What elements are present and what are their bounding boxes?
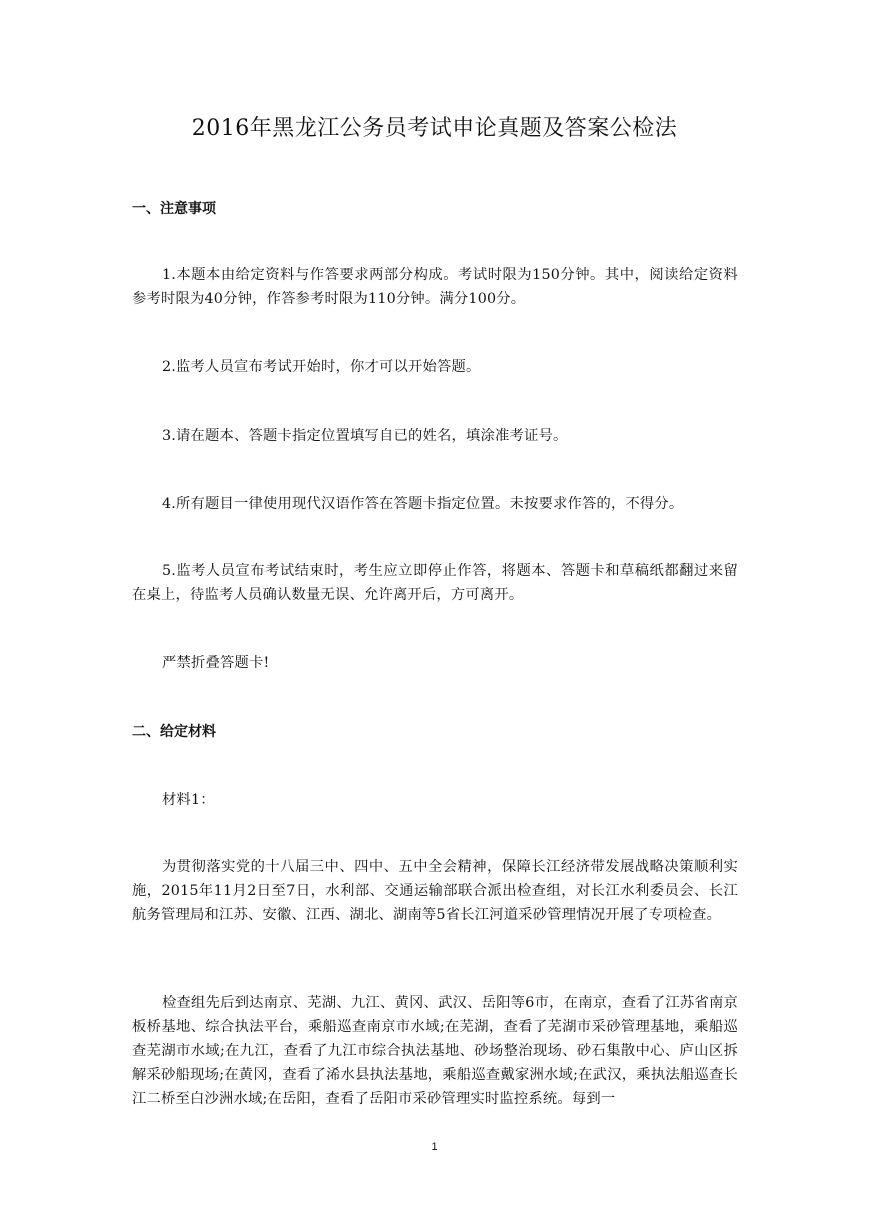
note-item-4: 4.所有题目一律使用现代汉语作答在答题卡指定位置。未按要求作答的，不得分。 bbox=[162, 496, 684, 512]
note-item-1: 1.本题本由给定资料与作答要求两部分构成。考试时限为150分钟。其中，阅读给定资料参考时限为40分钟，作答参考时限为110分钟。满分100分。 bbox=[132, 267, 738, 307]
document-title: 2016年黑龙江公务员考试申论真题及答案公检法 bbox=[191, 116, 678, 141]
note-item-3: 3.请在题本、答题卡指定位置填写自已的姓名，填涂准考证号。 bbox=[162, 428, 568, 444]
material-paragraph-2: 检查组先后到达南京、芜湖、九江、黄冈、武汉、岳阳等6市，在南京，查看了江苏省南京板桥基地、综合执法平台，乘船巡查南京市水域;在芜湖，查看了芜湖市采砂管理基地，乘船巡查芜湖市水域;在九江，查看了九江市综合执法基地、砂场整治现场、砂石集散中心、庐山区拆解采砂船现场;在黄冈，查看了浠水县执法基地，乘船巡查戴家洲水域;在武汉，乘执法船巡查长江二桥至白沙洲水域;在岳阳，查看了岳阳市采砂管理实时监控系统。每到一 bbox=[132, 995, 738, 1107]
material-label: 材料1： bbox=[162, 792, 215, 808]
page-number: 1 bbox=[431, 1141, 438, 1153]
note-item-2: 2.监考人员宣布考试开始时，你才可以开始答题。 bbox=[162, 359, 481, 375]
note-item-5: 5.监考人员宣布考试结束时，考生应立即停止作答，将题本、答题卡和草稿纸都翻过来留在桌上，待监考人员确认数量无误、允许离开后，方可离开。 bbox=[132, 563, 738, 603]
note-warning: 严禁折叠答题卡! bbox=[162, 655, 270, 671]
material-paragraph-1: 为贯彻落实党的十八届三中、四中、五中全会精神，保障长江经济带发展战略决策顺利实施，2015年11月2日至7日，水利部、交通运输部联合派出检查组，对长江水利委员会、长江航务管理局和江苏、安徽、江西、湖北、湖南等5省长江河道采砂管理情况开展了专项检查。 bbox=[132, 859, 738, 923]
section-heading-notes: 一、注意事项 bbox=[132, 201, 216, 217]
section-heading-materials: 二、给定材料 bbox=[132, 724, 216, 740]
